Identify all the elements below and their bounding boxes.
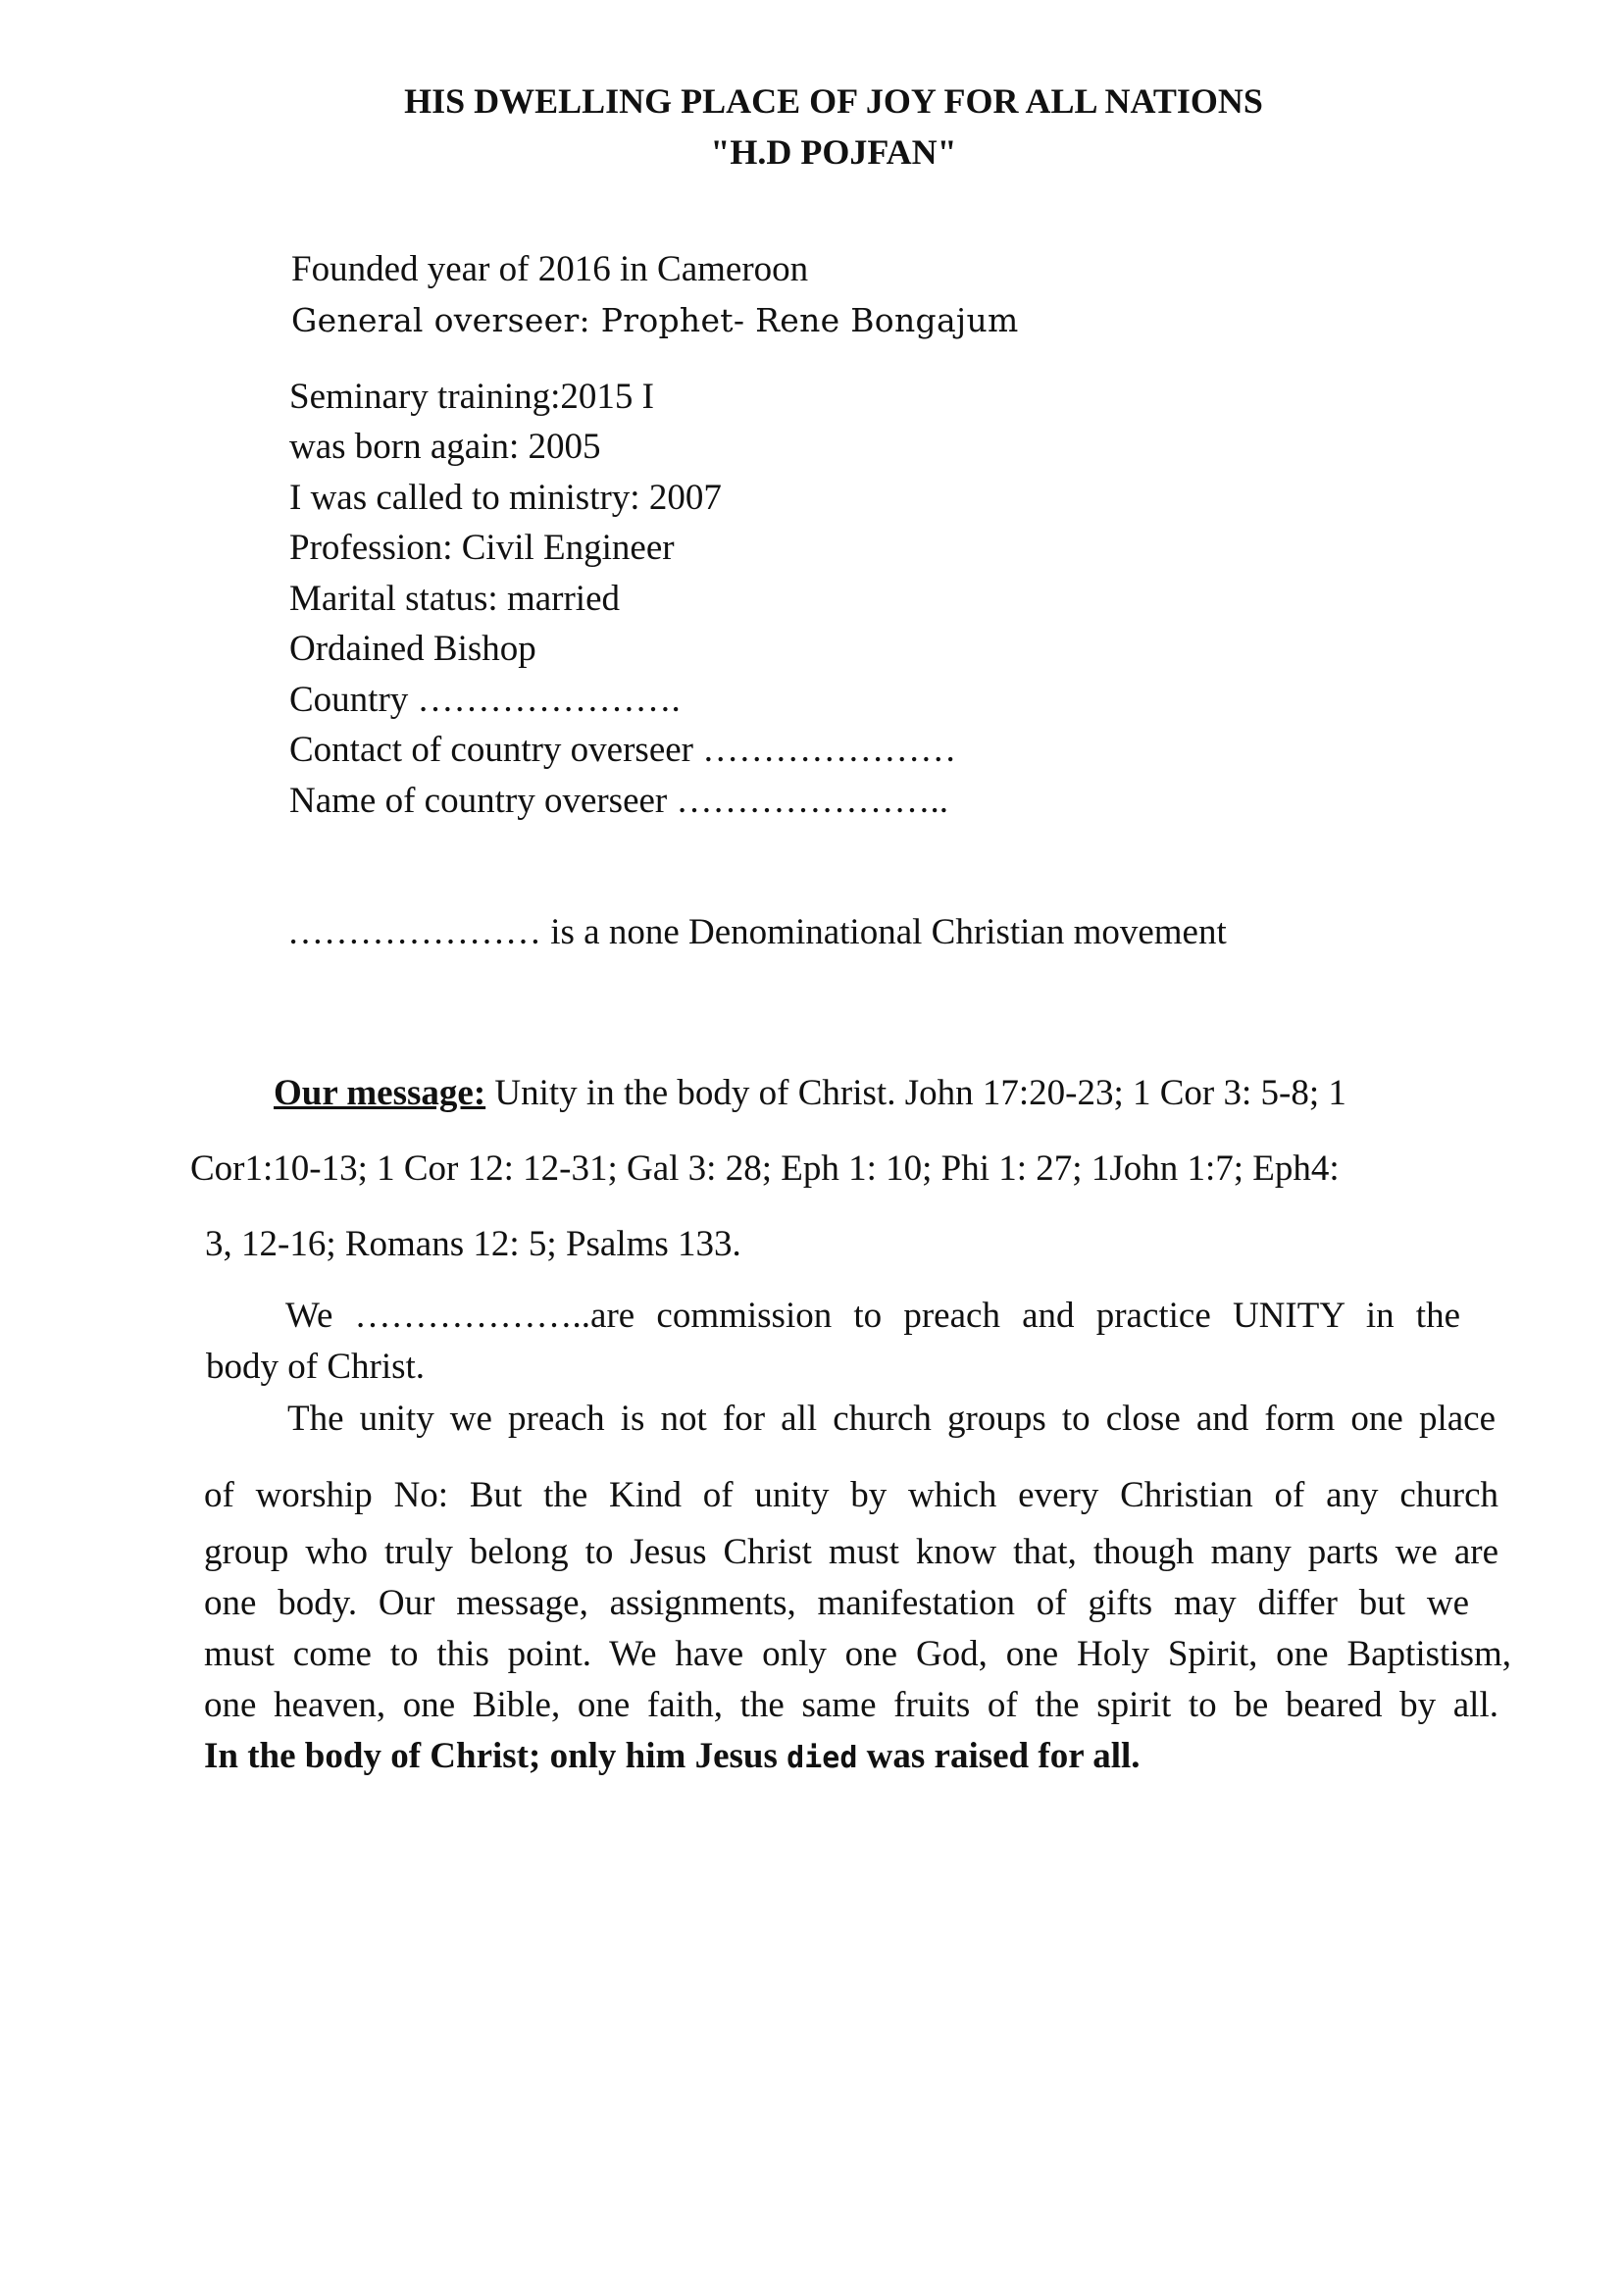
paragraph1-line-2: body of Christ. [206,1347,426,1387]
document-title: HIS DWELLING PLACE OF JOY FOR ALL NATIONS [404,81,1263,121]
paragraph2-line-4: one body. Our message, assignments, manifestation of gifts may differ but we [204,1583,1469,1623]
paragraph2-line-7 [204,1735,1141,1780]
seminary-line: Seminary training:2015 I [289,377,654,417]
movement-line: ………………… is a none Denominational Christian movement [287,912,1227,952]
overseer-name-line: Name of country overseer ………………….. [289,781,948,821]
closing-text-end: was raised for all. [857,1736,1141,1776]
paragraph1-line-1: We ………………..are commission to preach and practice UNITY in the [285,1296,1460,1336]
marital-line: Marital status: married [289,579,621,619]
profession-line: Profession: Civil Engineer [289,528,675,568]
closing-died-word: died [787,1741,858,1775]
message-label: Our message: [274,1073,486,1113]
message-line-1 [274,1072,1346,1115]
paragraph2-line-2: of worship No: But the Kind of unity by which every Christian of any church [204,1475,1498,1515]
founded-line: Founded year of 2016 in Cameroon [291,249,809,289]
born-again-line: was born again: 2005 [289,427,601,467]
country-line: Country …………………. [289,680,681,720]
paragraph2-line-6: one heaven, one Bible, one faith, the same fruits of the spirit to be beared by all. [204,1685,1498,1725]
overseer-line: General overseer: Prophet- Rene Bongajum [291,301,1019,339]
message-line-2: Cor1:10-13; 1 Cor 12: 12-31; Gal 3: 28; Eph 1: 10; Phi 1: 27; 1John 1:7; Eph4: [190,1148,1340,1189]
called-line: I was called to ministry: 2007 [289,478,722,518]
document-subtitle: "H.D POJFAN" [710,132,957,172]
paragraph2-line-5: must come to this point. We have only one God, one Holy Spirit, one Baptistism, [204,1634,1511,1674]
closing-text-start: In the body of Christ; only him Jesus [204,1736,787,1776]
message-line-3: 3, 12-16; Romans 12: 5; Psalms 133. [205,1224,741,1264]
contact-line: Contact of country overseer ………………… [289,730,957,770]
paragraph2-line-1: The unity we preach is not for all church groups to close and form one place [287,1399,1496,1439]
ordained-line: Ordained Bishop [289,629,536,669]
paragraph2-line-3: group who truly belong to Jesus Christ must know that, though many parts we are [204,1532,1498,1572]
message-line-1-text: Unity in the body of Christ. John 17:20-23; 1 Cor 3: 5-8; 1 [485,1073,1346,1113]
